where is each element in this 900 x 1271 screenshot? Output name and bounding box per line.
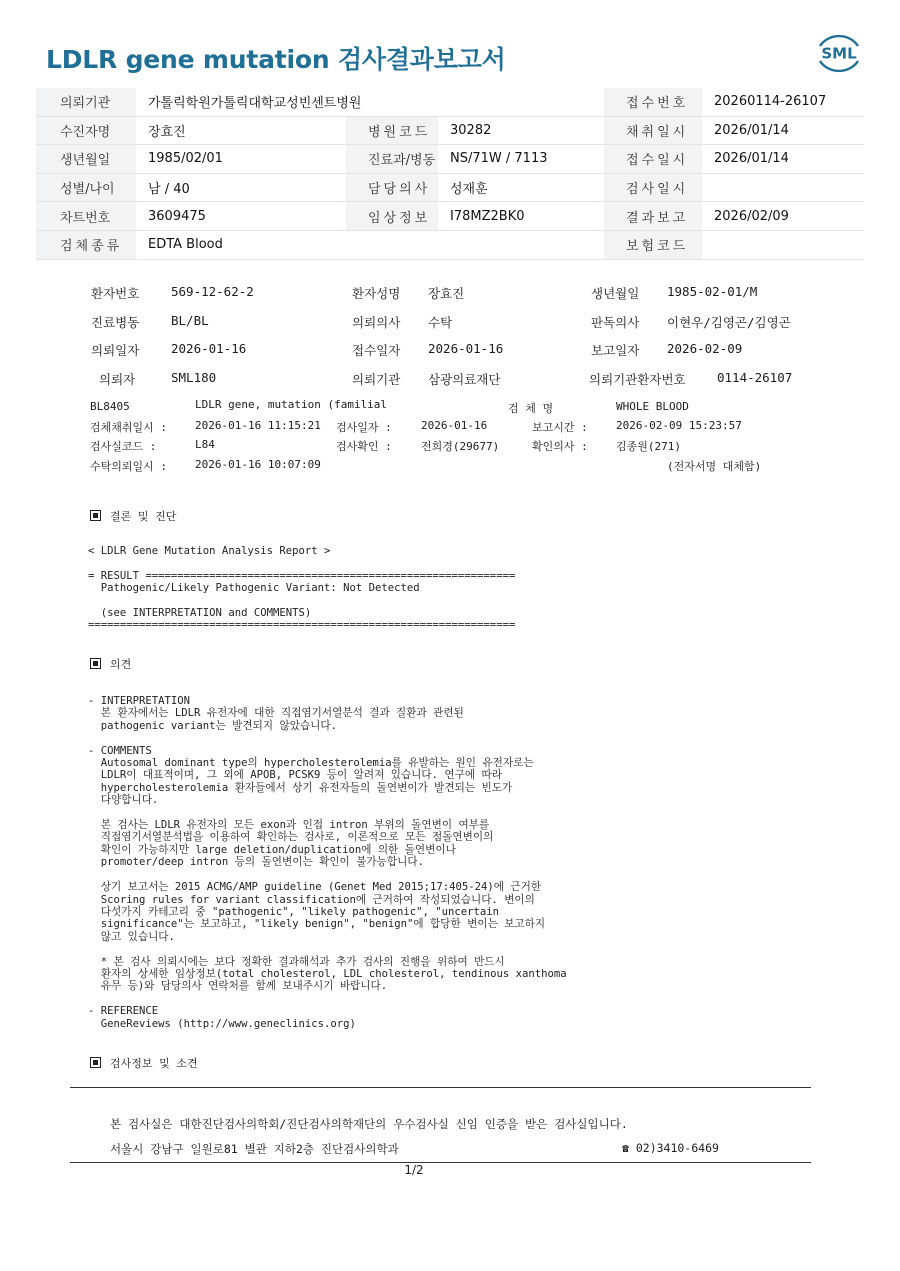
hospital-code-value: 30282 xyxy=(438,116,604,145)
dept-value: NS/71W / 7113 xyxy=(438,145,604,174)
collect-date-value: 2026/01/14 xyxy=(702,116,864,145)
section-box-icon xyxy=(90,510,101,521)
req-date-value: 2026-01-16 xyxy=(171,341,247,356)
req-date-label: 의뢰일자 xyxy=(91,343,140,358)
report-title: LDLR gene mutation 검사결과보고서 xyxy=(46,45,506,74)
info-row xyxy=(36,173,864,202)
order-specimen-value: WHOLE BLOOD xyxy=(616,400,689,413)
req-doc-label: 의뢰의사 xyxy=(352,315,401,330)
page-number: 1/2 xyxy=(404,1163,424,1177)
test-date-label: 검사일자 : xyxy=(336,421,392,434)
doctor-label: 담당의사 xyxy=(346,173,438,202)
birth-value: 1985/02/01 xyxy=(136,145,346,174)
inst-pid-label: 의뢰기관환자번호 xyxy=(589,372,686,387)
report-value: 2026/02/09 xyxy=(702,202,864,231)
receipt-no-value: 20260114-26107 xyxy=(702,88,864,116)
section-opinion-title: 의견 xyxy=(110,658,132,671)
info-row xyxy=(36,230,864,259)
birth-label: 생년월일 xyxy=(36,145,136,174)
footer-phone: ☎ 02)3410-6469 xyxy=(622,1141,719,1155)
blank-cell xyxy=(346,230,604,259)
confirm-label: 검사확인 : xyxy=(336,440,392,453)
room-value: L84 xyxy=(195,438,215,451)
dept-label: 진료과/병동 xyxy=(346,145,438,174)
req-inst-label: 의뢰기관 xyxy=(352,372,401,387)
test-date-value xyxy=(702,173,864,202)
insurance-value xyxy=(702,230,864,259)
sex-age-label: 성별/나이 xyxy=(36,173,136,202)
section-opinion xyxy=(90,656,131,672)
name-value: 장효진 xyxy=(136,116,346,145)
rcv-date-value: 2026-01-16 xyxy=(428,341,504,356)
rcv-date-label: 접수일자 xyxy=(352,343,401,358)
section-conclusion-title: 결론 및 진단 xyxy=(110,510,177,523)
receipt-no-label: 접수번호 xyxy=(604,88,702,116)
requester-value: SML180 xyxy=(171,370,217,385)
section-info xyxy=(90,1055,198,1071)
receive-date-value: 2026/01/14 xyxy=(702,145,864,174)
chart-value: 3609475 xyxy=(136,202,346,231)
name-label: 수진자명 xyxy=(36,116,136,145)
logo-text: SML xyxy=(821,44,857,63)
collect-value: 2026-01-16 11:15:21 xyxy=(195,419,321,432)
ward-label: 진료병동 xyxy=(91,315,140,330)
rpt-date-label: 보고일자 xyxy=(591,343,640,358)
institution-value: 가톨릭학원가톨릭대학교성빈센트병원 xyxy=(136,88,604,116)
info-row xyxy=(36,88,864,116)
footer-rule-top xyxy=(70,1087,811,1088)
pname-label: 환자성명 xyxy=(352,286,401,301)
section-box-icon xyxy=(90,658,101,669)
hospital-code-label: 병원코드 xyxy=(346,116,438,145)
sex-age-value: 남 / 40 xyxy=(136,173,346,202)
sml-logo xyxy=(812,30,866,76)
pname-value: 장효진 xyxy=(428,286,465,301)
rpt-date-value: 2026-02-09 xyxy=(667,341,743,356)
report-label: 결과보고 xyxy=(604,202,702,231)
section-conclusion xyxy=(90,508,176,524)
req-inst-value: 삼광의료재단 xyxy=(428,372,501,387)
info-row xyxy=(36,116,864,145)
req-doc-value: 수탁 xyxy=(428,315,453,330)
outsource-label: 수탁의뢰일시 : xyxy=(90,460,168,473)
specimen-label: 검체종류 xyxy=(36,230,136,259)
esign-note: (전자서명 대체함) xyxy=(667,460,762,473)
institution-label: 의뢰기관 xyxy=(36,88,136,116)
specimen-value: EDTA Blood xyxy=(136,230,346,259)
footer-cert: 본 검사실은 대한진단검사의학회/진단검사의학재단의 우수검사실 신임 인증을 받은 검사실입니다. xyxy=(110,1117,628,1131)
order-test-name: LDLR gene, mutation (familial xyxy=(195,398,388,411)
collect-date-label: 채취일시 xyxy=(604,116,702,145)
clinical-label: 임상정보 xyxy=(346,202,438,231)
receive-date-label: 접수일시 xyxy=(604,145,702,174)
result-text: < LDLR Gene Mutation Analysis Report > = RESULT ========================================================== Pathogenic/Likely Pathogenic Variant: Not Detected (see INTERPRETATION and COMMENTS) =================================================================== xyxy=(88,545,516,632)
section-box-icon xyxy=(90,1057,101,1068)
info-row xyxy=(36,202,864,231)
patient-info-table xyxy=(36,88,864,260)
test-date-value: 2026-01-16 xyxy=(421,419,488,432)
report-time-value: 2026-02-09 15:23:57 xyxy=(616,419,742,432)
dob-value: 1985-02-01/M xyxy=(667,284,758,299)
pid-label: 환자번호 xyxy=(91,286,140,301)
order-specimen-label: 검 체 명 xyxy=(508,402,554,415)
confirm-doc-value: 김종원(271) xyxy=(616,440,681,453)
info-row xyxy=(36,145,864,174)
requester-label: 의뢰자 xyxy=(99,372,136,387)
dob-label: 생년월일 xyxy=(591,286,640,301)
room-label: 검사실코드 : xyxy=(90,440,157,453)
confirm-value: 전희경(29677) xyxy=(421,440,500,453)
confirm-doc-label: 확인의사 : xyxy=(532,440,588,453)
doctor-value: 성재훈 xyxy=(438,173,604,202)
insurance-label: 보험코드 xyxy=(604,230,702,259)
inst-pid-value: 0114-26107 xyxy=(717,370,793,385)
ward-value: BL/BL xyxy=(171,313,209,328)
footer-address: 서울시 강남구 일원로81 별관 지하2층 진단검사의학과 xyxy=(110,1142,399,1156)
section-info-title: 검사정보 및 소견 xyxy=(110,1057,198,1070)
reader-label: 판독의사 xyxy=(591,315,640,330)
collect-label: 검체채취일시 : xyxy=(90,421,168,434)
outsource-value: 2026-01-16 10:07:09 xyxy=(195,458,321,471)
test-date-label: 검사일시 xyxy=(604,173,702,202)
report-time-label: 보고시간 : xyxy=(532,421,588,434)
opinion-text: - INTERPRETATION 본 환자에서는 LDLR 유전자에 대한 직접염기서열분석 결과 질환과 관련된 pathogenic variant는 발견되지 않았습니다. - COMMENTS Autosomal dominant type의 hypercholesterolemia를 유발하는 원인 유전자로는 LDLR이 대표적이며, 그 외에 APOB, PCSK9 등이 알려져 있습니다. 연구에 따라 hypercholesterolemia 환자들에서 상기 유전자들의 돌연변이가 발견되는 빈도가 다양합니다. 본 검사는 LDLR 유전자의 모든 exon과 인접 intron 부위의 돌연변이 여부를 직접염기서열분석법을 이용하여 확인하는 검사로, 이론적으로 모든 점돌연변이의 확인이 가능하지만 large deletion/duplication에 의한 돌연변이나 promoter/deep intron 등의 돌연변이는 확인이 불가능합니다. 상기 보고서는 2015 ACMG/AMP guideline (Genet Med 2015;17:405-24)에 근거한 Scoring rules for variant classification에 근거하여 작성되었습니다. 변이의 다섯가지 카테고리 중 "pathogenic", "likely pathogenic", "uncertain significance"는 보고하고, "likely benign", "benign"에 합당한 변이는 보고하지 않고 있습니다. * 본 검사 의뢰시에는 보다 정확한 결과해석과 추가 검사의 진행을 위하여 반드시 환자의 상세한 임상정보(total cholesterol, LDL cholesterol, tendinous xanthoma 유무 등)와 담당의사 연락처를 함께 보내주시기 바랍니다. - REFERENCE GeneReviews (http://www.geneclinics.org) xyxy=(88,695,567,1030)
chart-label: 차트번호 xyxy=(36,202,136,231)
order-code: BL8405 xyxy=(90,400,130,413)
reader-value: 이현우/김영곤/김영곤 xyxy=(667,315,791,330)
pid-value: 569-12-62-2 xyxy=(171,284,254,299)
clinical-value: I78MZ2BK0 xyxy=(438,202,604,231)
